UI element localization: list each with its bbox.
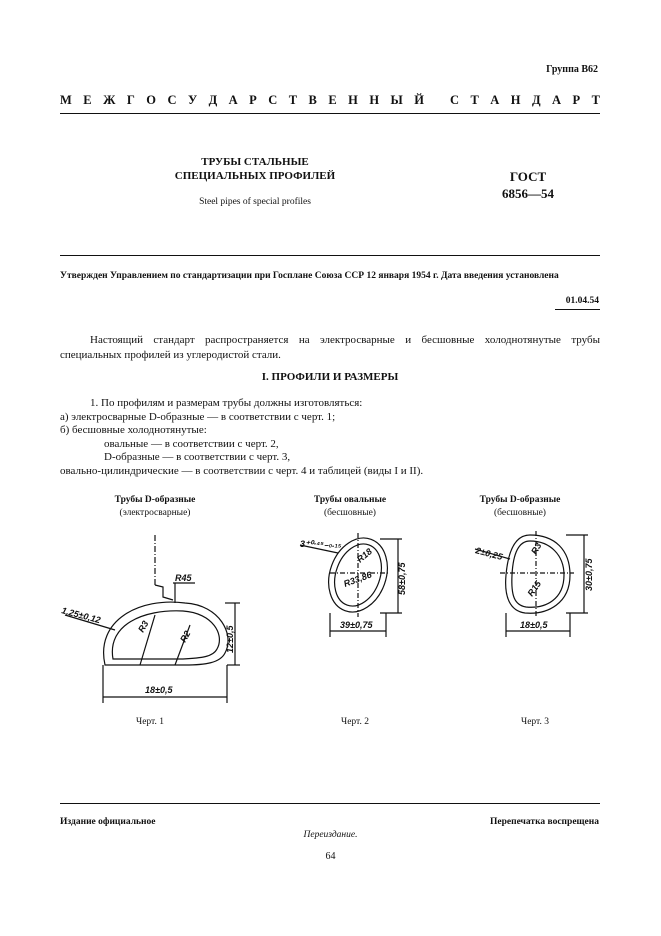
banner-letter: С [268,93,278,107]
fig1-caption: Черт. 1 [136,717,164,727]
gost-number: 6856—54 [502,186,554,201]
fig1-subtitle: (электросварные) [119,508,191,518]
fig3-title [445,494,595,520]
banner-letter: У [187,93,198,107]
fig1-title-text: Трубы D-образные [114,495,196,505]
banner-letter: А [490,93,500,107]
title-rule [60,255,600,256]
date-underline [555,309,600,310]
fig3-r3-label: R3 [529,541,544,556]
intro-paragraph: Настоящий стандарт распространяется на электросварные и бесшовные холоднотянутые трубы специальных профилей из углеродистой стали. [60,334,600,361]
fig3-height-label: 30±0,75 [584,558,594,591]
fig1-r45-label: R45 [175,573,192,583]
document-title [150,155,360,183]
approval-text: Утвержден Управлением по стандартизации при Госплане Союза ССР 12 января 1954 г. Дата введения установлена [60,271,559,281]
banner-letter: Т [470,93,479,107]
fig3-drawing [470,525,600,645]
fig2-wall-label: 3⁺⁰·⁴⁵₋₀.₁₅ [300,539,342,549]
fig2-width-label: 39±0,75 [340,620,373,630]
banner-letter: Й [414,93,424,107]
list-item: овальные — в соответствии с черт. 2, [104,437,279,450]
banner-letter: Г [126,93,135,107]
fig3-r15-label: R15 [525,578,544,599]
fig2-drawing [290,525,420,645]
fig3-wall-label: 2±0,25 [474,545,504,563]
header-rule [60,113,600,114]
banner-letter: А [552,93,562,107]
banner-letter: Н [348,93,358,107]
list-item: D-образные — в соответствии с черт. 3, [104,451,291,463]
fig2-height-label: 58±0,75 [397,562,407,595]
banner-letter: Е [83,93,92,107]
fig2-subtitle: (бесшовные) [324,508,376,518]
banner-letter: В [308,93,317,107]
section-title: I. ПРОФИЛИ И РАЗМЕРЫ [261,371,399,383]
banner-letter [435,93,438,108]
fig1-inner-contour [112,611,219,659]
list-item: 1. По профилям и размерам трубы должны изготовляться: [90,397,363,409]
fig1-r3-label: R3 [136,619,151,634]
list-item: а) электросварные D-образные — в соответствии с черт. 1; [60,410,336,423]
fig1-r2-label: R2 [178,629,193,644]
profile-list [60,397,600,478]
footer-rule [60,803,600,804]
fig3-caption: Черт. 3 [521,717,549,727]
banner-letter: Д [531,93,541,107]
gost-label: ГОСТ [509,169,547,184]
fig1-width-label: 18±0,5 [145,685,173,695]
standard-banner [60,93,600,108]
banner-letter: Н [510,93,521,107]
banner-letter: Ж [103,93,116,107]
fig1-title [80,494,230,520]
effective-date: 01.04.54 [565,296,599,306]
banner-letter: Е [328,93,337,107]
banner-letter: Р [572,93,581,107]
fig2-caption: Черт. 2 [341,717,369,727]
banner-letter: Р [249,93,257,107]
reissue-note: Переиздание. [303,830,358,840]
banner-letter: Т [591,93,600,107]
banner-letter: С [167,93,177,107]
banner-letter: М [60,93,72,107]
fig2-r33-label: R33,86 [342,569,373,589]
fig2-title-text: Трубы овальные [313,495,387,505]
official-edition: Издание официальное [60,817,156,827]
fig3-title-text: Трубы D-образные [479,495,561,505]
banner-letter: Н [369,93,380,107]
fig3-width-label: 18±0,5 [520,620,548,630]
english-title: Steel pipes of special profiles [199,197,311,207]
banner-letter: Д [208,93,218,107]
banner-letter: Ы [390,93,403,107]
fig1-drawing [55,525,255,710]
fig3-subtitle: (бесшовные) [494,508,546,518]
banner-letter: Т [288,93,298,107]
fig2-title [275,494,425,520]
banner-letter: А [228,93,238,107]
title-line-1: ТРУБЫ СТАЛЬНЫЕ [201,156,309,168]
gost-designation [488,168,568,202]
banner-letter: С [450,93,460,107]
list-item: овально-цилиндрические — в соответствии с черт. 4 и таблицей (виды I и II). [60,464,424,477]
fig1-leader [155,585,173,600]
reprint-prohibited: Перепечатка воспрещена [489,817,599,827]
list-item: б) бесшовные холоднотянутые: [60,424,207,436]
title-line-2: СПЕЦИАЛЬНЫХ ПРОФИЛЕЙ [174,170,336,182]
fig1-height-label: 12±0,5 [225,625,235,653]
group-code: Группа В62 [546,64,598,75]
page-number: 64 [325,851,336,862]
banner-letter: О [146,93,157,107]
fig2-r18-label: R18 [354,546,374,565]
fig1-wall-label: 1,25±0,12 [60,605,102,626]
